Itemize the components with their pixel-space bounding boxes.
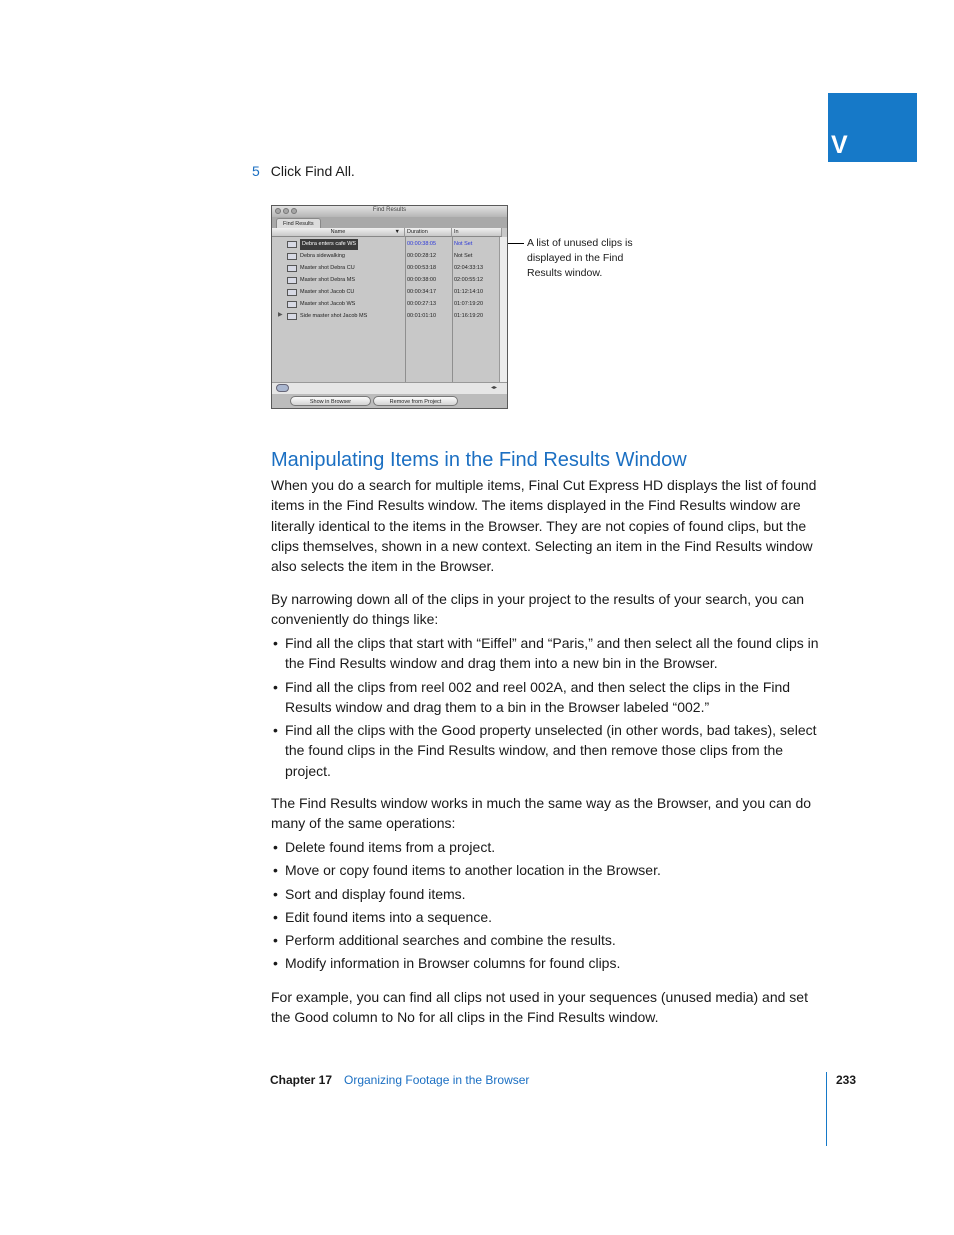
cell-duration: 00:00:34:17	[407, 289, 437, 295]
cell-in: 01:07:19:20	[454, 301, 484, 307]
clip-icon	[287, 313, 297, 320]
column-header-name-label: Name	[330, 229, 346, 235]
tab-bar	[272, 217, 507, 228]
footer-chapter: Chapter 17	[270, 1073, 333, 1087]
table-row[interactable]	[272, 239, 502, 250]
cell-in: Not Set	[454, 253, 473, 259]
scroll-arrows-icon[interactable]: ◂▸	[490, 385, 497, 391]
cell-in: 01:12:14:10	[454, 289, 484, 295]
cell-in: 02:04:33:13	[454, 265, 484, 271]
table-row[interactable]	[272, 251, 502, 262]
cell-duration: 00:01:01:10	[407, 313, 437, 319]
list-item: • Edit found items into a sequence.	[271, 907, 831, 927]
list-item: • Find all the clips that start with “Eiffel” and “Paris,” and then select all the found clips in the Find Results window and drag them into a new bin in the Browser.	[271, 633, 831, 674]
list-item: • Find all the clips from reel 002 and reel 002A, and then select the clips in the Find Results window and drag them to a bin in the Browser labeled “002.”	[271, 677, 831, 718]
paragraph-1: When you do a search for multiple items, Final Cut Express HD displays the list of found items in the Find Results window. The items displayed in the Find Results window are literally identical to the items in the Browser. They are not copies of found clips, but the clips themselves, shown in a new context. Selecting an item in the Find Results window also selects the item in the Browser.	[271, 477, 817, 575]
part-tab-label: V	[831, 131, 848, 159]
list-item: • Move or copy found items to another location in the Browser.	[271, 860, 831, 880]
column-header-in[interactable]: In	[452, 228, 502, 237]
tab-find-results[interactable]: Find Results	[276, 218, 321, 229]
footer-divider	[826, 1072, 827, 1146]
list-item: • Delete found items from a project.	[271, 837, 831, 857]
list-item: • Modify information in Browser columns for found clips.	[271, 953, 831, 973]
cell-name: Master shot Debra MS	[300, 277, 356, 283]
list-item: • Sort and display found items.	[271, 884, 831, 904]
step	[252, 163, 355, 179]
table-row[interactable]	[272, 275, 502, 286]
find-results-window	[271, 205, 508, 409]
cell-in: Not Set	[454, 241, 473, 247]
cell-in: 02:00:55:12	[454, 277, 484, 283]
bullet-list-2	[271, 837, 831, 974]
horizontal-scrollbar[interactable]	[272, 382, 507, 394]
paragraph-2: By narrowing down all of the clips in your project to the results of your search, you can conveniently do things like:	[271, 591, 805, 628]
cell-duration: 00:00:53:18	[407, 265, 437, 271]
column-header-duration[interactable]: Duration	[405, 228, 452, 237]
section-heading: Manipulating Items in the Find Results Window	[271, 449, 687, 471]
list-item: • Find all the clips with the Good property unselected (in other words, bad takes), select the found clips in the Find Results window, and then remove those clips from the project.	[271, 720, 831, 781]
step-number: 5	[252, 163, 260, 179]
cell-duration: 00:00:27:13	[407, 301, 437, 307]
table-row[interactable]	[272, 299, 502, 310]
clip-icon	[287, 265, 297, 272]
part-tab	[828, 93, 917, 162]
clip-icon	[287, 289, 297, 296]
cell-duration: 00:00:38:00	[407, 277, 437, 283]
cell-name: Side master shot Jacob MS	[300, 313, 368, 319]
sort-triangle-icon: ▼	[394, 229, 400, 235]
cell-name: Master shot Debra CU	[300, 265, 355, 271]
column-header-name[interactable]	[272, 228, 405, 237]
show-in-browser-button[interactable]: Show in Browser	[290, 396, 371, 406]
window-title: Find Results	[372, 207, 407, 213]
paragraph-4: For example, you can find all clips not used in your sequences (unused media) and set the Good column to No for all clips in the Find Results window.	[271, 989, 808, 1026]
cell-name: Master shot Jacob CU	[300, 289, 355, 295]
cell-name: Master shot Jacob WS	[300, 301, 356, 307]
scroll-thumb[interactable]	[276, 384, 289, 392]
remove-from-project-button[interactable]: Remove from Project	[373, 396, 458, 406]
callout-text: A list of unused clips is displayed in the Find Results window.	[527, 237, 633, 279]
cell-name: Debra enters cafe WS	[300, 239, 358, 250]
clip-icon	[287, 253, 297, 260]
clip-icon	[287, 241, 297, 248]
table-row[interactable]	[272, 287, 502, 298]
disclosure-triangle-icon[interactable]: ▶	[278, 312, 283, 318]
cell-duration: 00:00:28:12	[407, 253, 437, 259]
callout-leader-line	[508, 243, 524, 244]
cell-name: Debra sidewalking	[300, 253, 345, 259]
list-item: • Perform additional searches and combine the results.	[271, 930, 831, 950]
clip-icon	[287, 277, 297, 284]
step-text: Click Find All.	[270, 163, 355, 179]
page-number: 233	[836, 1073, 857, 1087]
bullet-list-1	[271, 633, 831, 781]
cell-in: 01:16:19:20	[454, 313, 484, 319]
clip-icon	[287, 301, 297, 308]
footer-chapter-title[interactable]: Organizing Footage in the Browser	[344, 1073, 530, 1087]
table-row[interactable]	[272, 263, 502, 274]
table-row[interactable]	[272, 311, 502, 322]
button-bar	[272, 394, 507, 408]
cell-duration: 00:00:38:05	[407, 241, 437, 247]
paragraph-3: The Find Results window works in much the same way as the Browser, and you can do many of the same operations:	[271, 795, 812, 832]
